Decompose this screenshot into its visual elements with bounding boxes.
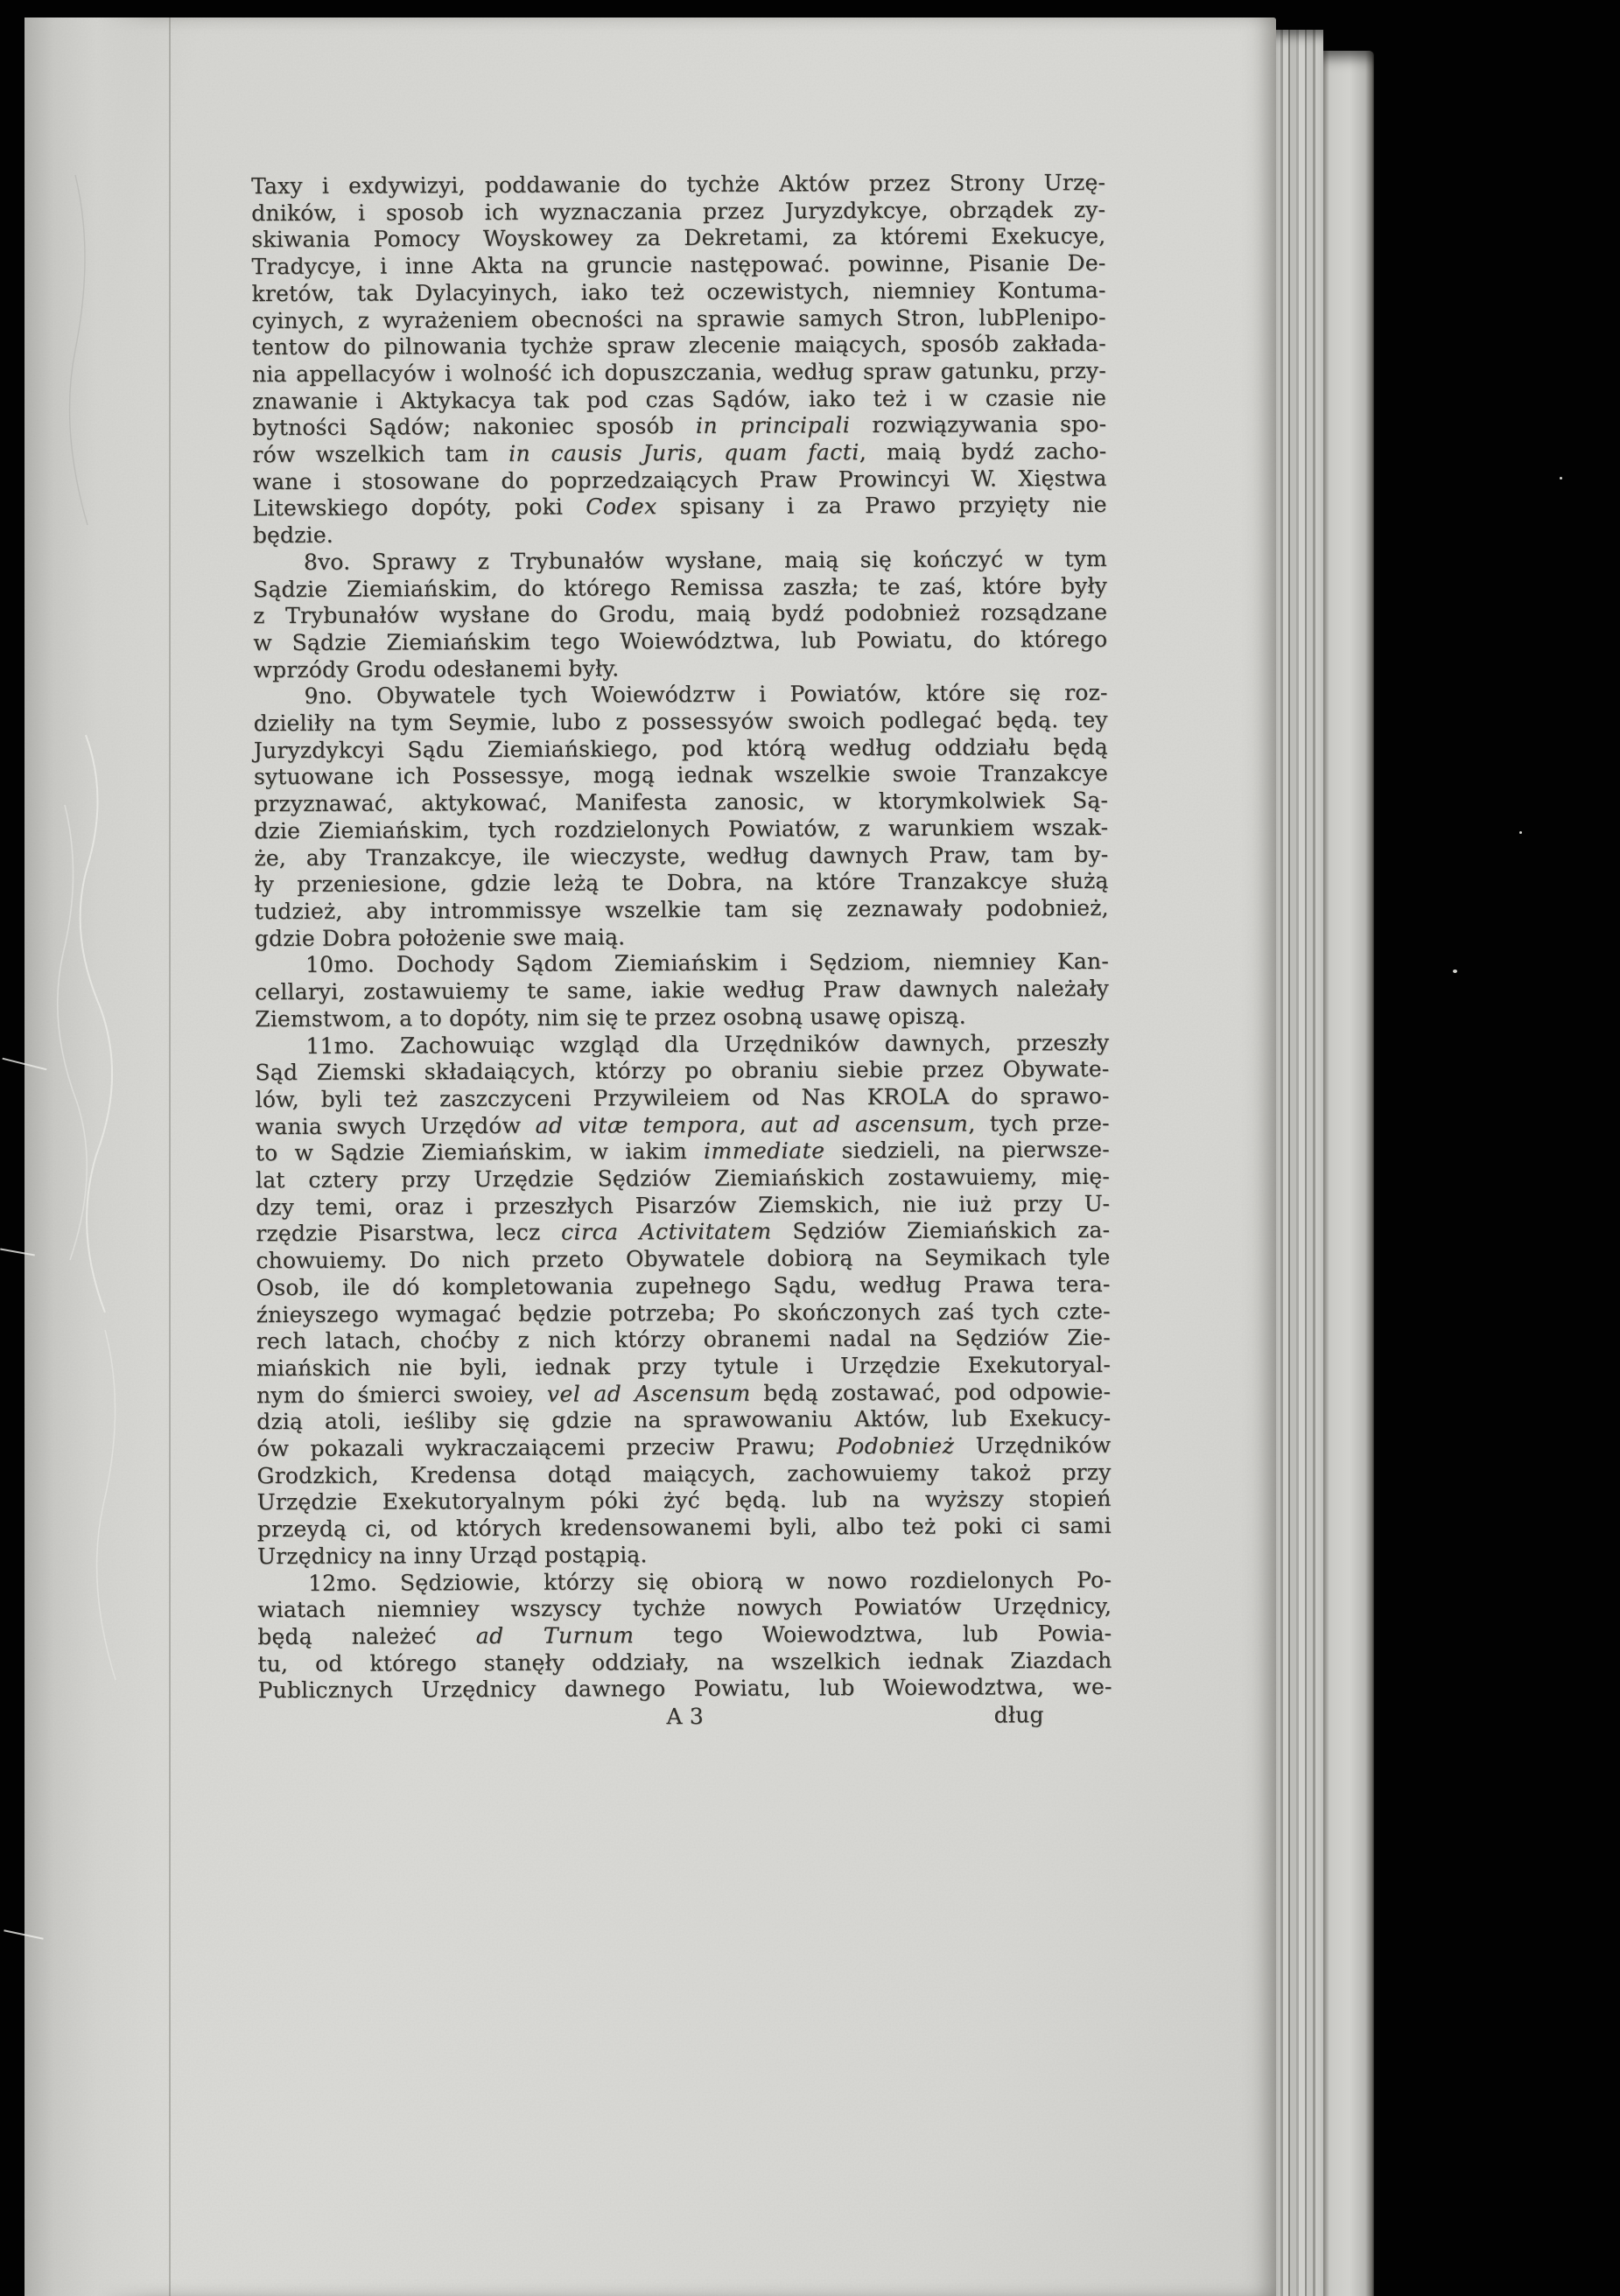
text-line: 11mo. Zachowuiąc wzgląd dla Urzędników dawnych, przeszły (305, 1029, 1110, 1059)
text-line: 9no. Obywatele tych Woiewódzтw i Powiatów, które się roz- (304, 680, 1108, 710)
catchword: dług (993, 1702, 1044, 1728)
text-line: dników, i sposob ich wyznaczania przez Juryzdykcye, obrządek zy- (251, 196, 1106, 226)
text-line: znawanie i Aktykacya tak pod czas Sądów, iako też i w czasie nie (252, 384, 1107, 414)
text-line: gdzie Dobra położenie swe maią. (254, 923, 626, 951)
text-line: 10mo. Dochody Sądom Ziemiańskim i Sędziom, niemniey Kan- (305, 948, 1110, 978)
text-line: Osob, ile dó kompletowania zupełnego Sądu, według Prawa tera- (256, 1270, 1111, 1300)
dust-speck (1519, 831, 1522, 834)
text-line: Tradycye, i inne Akta na gruncie następować. powinne, Pisanie De- (251, 249, 1106, 280)
text-line: dzieliły na tym Seymie, lubo z possessyów swoich podlegać będą. tey (253, 706, 1108, 737)
text-line: cyinych, z wyrażeniem obecności na sprawie samych Stron, lubPlenipo- (251, 304, 1106, 333)
text-line: Urzędzie Exekutoryalnym póki żyć będą. lub na wyższy stopień (256, 1486, 1112, 1516)
text-line: Litewskiego dopóty, poki Codex spisany i za Prawo przyięty nie (252, 492, 1107, 522)
fore-edge-outer-band (1323, 51, 1374, 2296)
text-line: Taxy i exdywizyi, poddawanie do tychże Aktów przez Strony Urzę- (251, 169, 1106, 200)
paragraph (254, 680, 1109, 952)
text-line: Publicznych Urzędnicy dawnego Powiatu, lub Woiewodztwa, we- (257, 1674, 1112, 1704)
page-footer (258, 1702, 1112, 1732)
text-line: chowuiemy. Do nich przeto Obywatele dobiorą na Seymikach tyle (256, 1243, 1111, 1274)
text-line: źnieyszego wymagać będzie potrzeba; Po skończonych zaś tych czte- (256, 1298, 1111, 1327)
text-line: kretów, tak Dylacyinych, iako też oczewistych, niemniey Kontuma- (251, 276, 1106, 306)
text-line: bytności Sądów; nakoniec sposób in principali rozwiązywania spo- (252, 411, 1107, 441)
text-line: wane i stosowane do poprzedzaiących Praw Prowincyi W. Xięstwa (252, 465, 1107, 494)
text-line: rów wszelkich tam in causis Juris, quam facti, maią bydź zacho- (252, 438, 1107, 468)
text-line: będzie. (252, 522, 333, 549)
text-line: 8vo. Sprawy z Trybunałów wysłane, maią się kończyć w tym (303, 545, 1107, 575)
paragraph (253, 546, 1108, 684)
text-line: Sąd Ziemski składaiących, którzy po obraniu siebie przez Obywate- (255, 1056, 1110, 1086)
text-line: tentow do pilnowania tychże spraw zlecenie maiących, sposób zakłada- (251, 331, 1106, 360)
text-line: to w Sądzie Ziemiańskim, w iakim immediate siedzieli, na pierwsze- (255, 1137, 1110, 1166)
dust-speck (1453, 970, 1457, 973)
text-line: lów, byli też zaszczyceni Przywileiem od Nas KROLA do sprawo- (255, 1082, 1110, 1113)
text-line: tudzież, aby intrommissye wszelkie tam się zeznawały podobnież, (254, 894, 1109, 925)
text-line: z Trybunałów wysłane do Grodu, maią bydź podobnież rozsądzane (253, 599, 1108, 629)
text-block (251, 170, 1112, 1732)
text-line: sytuowane ich Possessye, mogą iednak wszelkie swoie Tranzakcye (253, 760, 1109, 790)
text-line: wania swych Urzędów ad vitæ tempora, aut ad ascensum, tych prze- (255, 1110, 1110, 1139)
text-line: wiatach niemniey wszyscy tychże nowych Powiatów Urzędnicy, (257, 1593, 1112, 1623)
text-line: dzy temi, oraz i przeszłych Pisarzów Ziemskich, nie iuż przy U- (256, 1190, 1111, 1220)
text-line: miańskich nie byli, iednak przy tytule i Urzędzie Exekutoryal- (256, 1351, 1112, 1382)
text-line: 12mo. Sędziowie, którzy się obiorą w nowo rozdielonych Po- (307, 1566, 1112, 1596)
text-line: że, aby Tranzakcye, ile wieczyste, według dawnych Praw, tam by- (254, 841, 1109, 871)
paragraph (251, 170, 1107, 550)
text-line: cellaryi, zostawuiemy te same, iakie według Praw dawnych należały (255, 975, 1110, 1005)
text-line: Grodzkich, Kredensa dotąd maiących, zachowuiemy takoż przy (256, 1459, 1112, 1488)
text-line: rech latach, choćby z nich którzy obranemi nadal na Sędziów Zie- (256, 1325, 1111, 1354)
text-line: przyznawać, aktykować, Manifesta zanosic, w ktorymkolwiek Są- (254, 788, 1109, 817)
text-line: wprzódy Grodu odesłanemi były. (253, 654, 620, 682)
text-line: Urzędnicy na inny Urząd postąpią. (256, 1542, 648, 1569)
dust-speck (1560, 477, 1562, 480)
text-line: nym do śmierci swoiey, vel ad Ascensum będą zostawać, pod odpowie- (256, 1378, 1112, 1408)
text-line: Sądzie Ziemiańskim, do którego Remissa zaszła; te zaś, które były (253, 572, 1108, 602)
text-line: tu, od którego stanęły oddziały, na wszelkich iednak Ziazdach (257, 1647, 1112, 1676)
signature-mark: A 3 (666, 1703, 705, 1730)
text-line: w Sądzie Ziemiańskim tego Woiewództwa, lub Powiatu, do którego (253, 626, 1108, 656)
text-line: przeydą ci, od których kredensowanemi byli, albo też poki ci sami (256, 1513, 1112, 1543)
text-line: dzią atoli, ieśliby się gdzie na sprawowaniu Aktów, lub Exekucy- (256, 1405, 1112, 1435)
text-line: dzie Ziemiańskim, tych rozdzielonych Powiatów, z warunkiem wszak- (254, 814, 1109, 844)
text-line: lat cztery przy Urzędzie Sędziów Ziemiańskich zostawuiemy, mię- (255, 1163, 1111, 1194)
paragraph (255, 1029, 1112, 1570)
fore-edge-pages-band (1276, 30, 1323, 2296)
text-line: rzędzie Pisarstwa, lecz circa Activitatem Sędziów Ziemiańskich za- (256, 1217, 1111, 1247)
paper-crease-line (169, 18, 171, 2296)
text-line: Juryzdykcyi Sądu Ziemiańskiego, pod którą według oddziału będą (253, 733, 1108, 763)
text-line: Ziemstwom, a to dopóty, nim się te przez osobną usawę opiszą. (255, 1003, 966, 1032)
text-line: ów pokazali wykraczaiącemi przeciw Prawu; Podobnież Urzędników (256, 1432, 1112, 1462)
left-page-edges (25, 18, 156, 2296)
paragraph (257, 1566, 1112, 1704)
text-line: będą należeć ad Turnum tego Woiewodztwa, lub Powia- (257, 1620, 1112, 1650)
text-line: ły przeniesione, gdzie leżą te Dobra, na które Tranzakcye służą (254, 868, 1109, 898)
text-line: skiwania Pomocy Woyskowey za Dekretami, za któremi Exekucye, (251, 223, 1106, 253)
text-line: nia appellacyów i wolność ich dopuszczania, według spraw gatunku, przy- (251, 357, 1107, 388)
paragraph (255, 948, 1109, 1032)
